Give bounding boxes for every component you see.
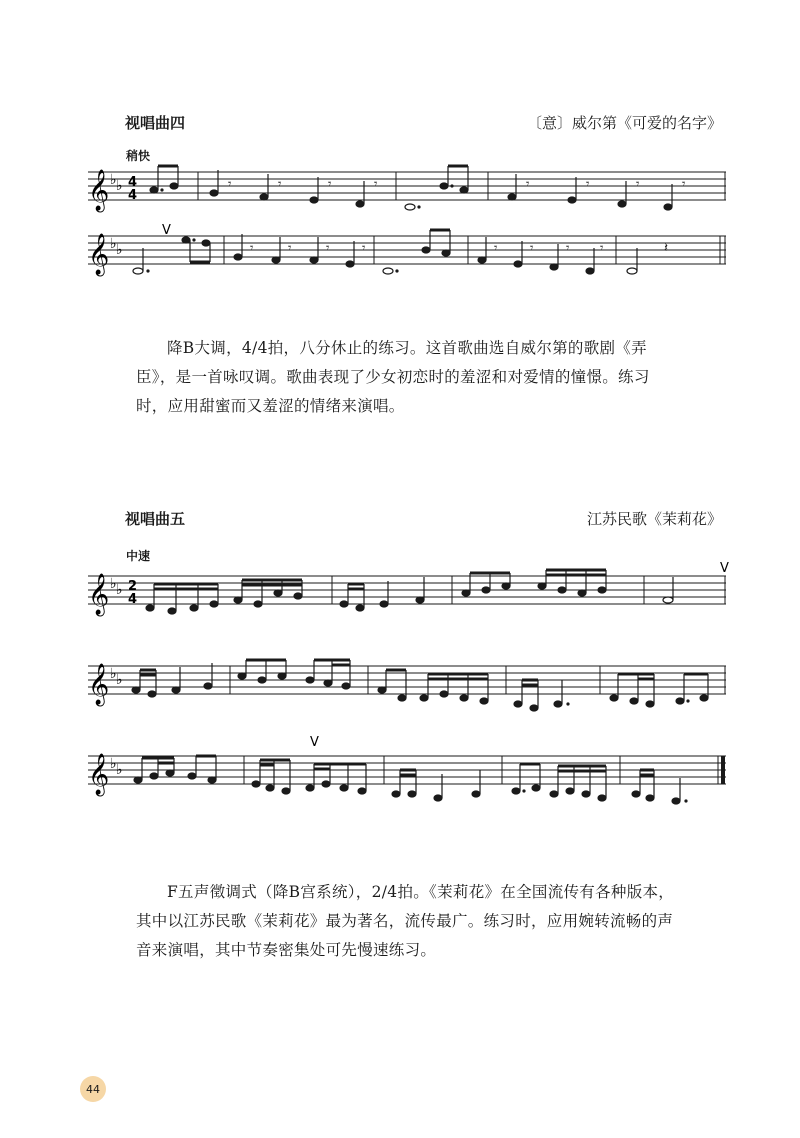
piece4-title: 视唱曲四 bbox=[125, 114, 186, 132]
flat-icon: ♭ bbox=[110, 236, 117, 252]
piece5-staff-3 bbox=[88, 735, 728, 808]
svg-text:𝄾: 𝄾 bbox=[682, 177, 686, 192]
flat-icon: ♭ bbox=[116, 672, 123, 688]
piece4-description: 降B大调，4/4拍，八分休止的练习。这首歌曲选自威尔第的歌剧《弄臣》，是一首咏叹调。歌曲表现了少女初恋时的羞涩和对爱情的憧憬。练习时，应用甜蜜而又羞涩的情绪来演唱。 bbox=[136, 339, 650, 415]
flat-icon: ♭ bbox=[116, 178, 123, 194]
time-sig-bottom: 4 bbox=[128, 188, 138, 203]
breath-mark-icon: V bbox=[720, 561, 729, 576]
treble-clef-icon: 𝄞 bbox=[88, 170, 110, 211]
time-sig-top: 2 bbox=[128, 579, 138, 594]
page-number: 44 bbox=[80, 1076, 106, 1102]
treble-clef-icon: 𝄞 bbox=[88, 754, 110, 795]
piece5-description: F五声徵调式（降B宫系统），2/4拍。《茉莉花》在全国流传有各种版本，其中以江苏民歌《茉莉花》最为著名，流传最广。练习时，应用婉转流畅的声音来演唱，其中节奏密集处可先慢速练习。 bbox=[136, 883, 675, 959]
breath-mark-icon: V bbox=[162, 223, 171, 238]
treble-clef-icon: 𝄞 bbox=[88, 664, 110, 705]
piece4-staff-1 bbox=[88, 160, 728, 220]
svg-text:𝄾: 𝄾 bbox=[600, 241, 604, 256]
treble-clef-icon: 𝄞 bbox=[88, 234, 110, 275]
flat-icon: ♭ bbox=[110, 576, 117, 592]
piece5-staff-2 bbox=[88, 648, 728, 718]
svg-text:𝄾: 𝄾 bbox=[374, 177, 378, 192]
piece4-composer: 〔意〕威尔第《可爱的名字》 bbox=[526, 114, 722, 132]
flat-icon: ♭ bbox=[116, 242, 123, 258]
svg-text:𝄾: 𝄾 bbox=[278, 177, 282, 192]
flat-icon: ♭ bbox=[116, 762, 123, 778]
flat-icon: ♭ bbox=[110, 756, 117, 772]
final-barline bbox=[721, 756, 725, 784]
time-sig-bottom: 4 bbox=[128, 592, 138, 607]
time-sig-top: 4 bbox=[128, 175, 138, 190]
svg-text:𝄾: 𝄾 bbox=[530, 241, 534, 256]
svg-text:𝄾: 𝄾 bbox=[250, 241, 254, 256]
svg-text:𝄾: 𝄾 bbox=[636, 177, 640, 192]
svg-text:𝄾: 𝄾 bbox=[326, 241, 330, 256]
flat-icon: ♭ bbox=[110, 666, 117, 682]
piece5-staff-1 bbox=[88, 558, 728, 628]
piece4-staff-2 bbox=[88, 222, 728, 282]
svg-text:𝄾: 𝄾 bbox=[228, 177, 232, 192]
svg-text:𝄾: 𝄾 bbox=[362, 241, 366, 256]
svg-text:𝄾: 𝄾 bbox=[288, 241, 292, 256]
piece4-tempo: 稍快 bbox=[126, 149, 151, 163]
flat-icon: ♭ bbox=[110, 172, 117, 188]
svg-text:𝄾: 𝄾 bbox=[586, 177, 590, 192]
svg-text:𝄾: 𝄾 bbox=[566, 241, 570, 256]
piece5-tempo: 中速 bbox=[126, 549, 151, 563]
piece5-title: 视唱曲五 bbox=[125, 510, 186, 528]
breath-mark-icon: V bbox=[310, 735, 319, 750]
svg-text:𝄾: 𝄾 bbox=[494, 241, 498, 256]
piece5-composer: 江苏民歌《茉莉花》 bbox=[586, 510, 722, 528]
svg-text:𝄽: 𝄽 bbox=[664, 241, 668, 256]
svg-text:𝄾: 𝄾 bbox=[526, 177, 530, 192]
svg-text:𝄾: 𝄾 bbox=[328, 177, 332, 192]
treble-clef-icon: 𝄞 bbox=[88, 574, 110, 615]
flat-icon: ♭ bbox=[116, 582, 123, 598]
